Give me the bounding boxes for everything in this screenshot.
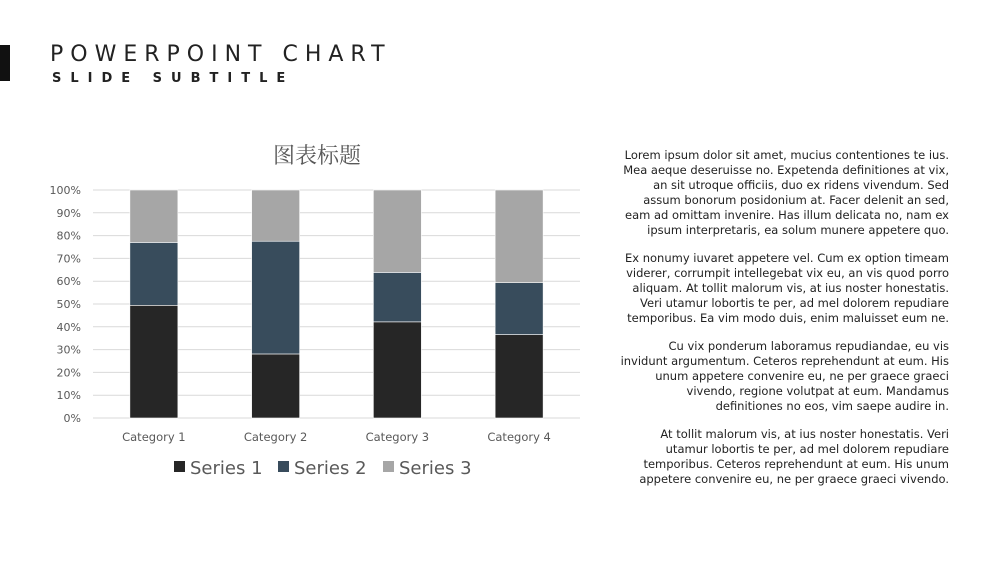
paragraph-2: Ex nonumy iuvaret appetere vel. Cum ex option timeam viderer, corrumpit intellegebat vix eu, an vis quod porro aliquam. At tollit malorum vis, at ius noster honestatis. Veri utamur lobortis te per, ad mel dolorem repudiare temporibus. Ea vim modo duis, enim maluisset eum ne. — [624, 251, 949, 325]
x-tick-label: Category 4 — [487, 430, 551, 444]
slide-title: POWERPOINT CHART — [50, 42, 392, 67]
y-tick-label: 40% — [56, 320, 81, 334]
legend-swatch — [174, 461, 185, 472]
legend-label: Series 2 — [294, 458, 367, 479]
x-tick-label: Category 2 — [243, 430, 308, 444]
bar-segment — [130, 242, 178, 305]
bar-segment — [252, 354, 300, 418]
legend-label: Series 1 — [190, 458, 263, 479]
x-tick-label: Category 1 — [122, 430, 186, 444]
bar-segment — [495, 190, 543, 283]
bar-segment — [130, 190, 178, 242]
bar-segment — [373, 190, 421, 272]
y-tick-label: 60% — [56, 275, 81, 289]
y-tick-label: 20% — [56, 366, 81, 380]
bar-segment — [495, 283, 543, 335]
paragraph-3: Cu vix ponderum laboramus repudiandae, eu vis invidunt argumentum. Ceteros reprehendunt at eum. His unum appetere convenire eu, ne per graece graeci vivendo, regione volutpat at eum. Mandamus definitiones no eos, vim saepe audire in. — [620, 339, 949, 413]
x-tick-label: Category 3 — [365, 430, 430, 444]
bar-segment — [373, 272, 421, 321]
bar-segment — [373, 322, 421, 418]
paragraph-4: At tollit malorum vis, at ius noster honestatis. Veri utamur lobortis te per, ad mel dolorem repudiare temporibus. Ceteros reprehendunt at eum. His unum appetere convenire eu, ne per graece graeci vivendo. — [639, 427, 949, 486]
legend-label: Series 3 — [399, 458, 472, 479]
y-tick-label: 10% — [56, 389, 81, 403]
y-tick-label: 100% — [49, 184, 81, 197]
legend-swatch — [383, 461, 394, 472]
y-tick-label: 90% — [56, 206, 81, 220]
bar-segment — [495, 335, 543, 418]
bar-segment — [252, 241, 300, 354]
y-tick-label: 70% — [56, 252, 81, 266]
y-tick-label: 80% — [56, 229, 81, 243]
paragraph-1: Lorem ipsum dolor sit amet, mucius contentiones te ius. Mea aeque deseruisse no. Expetenda definitiones at vix, an sit utroque officiis, duo ex ridens vivendum. Sed assum bonorum posidonium at. Facer delenit an sed, eam ad omittam invenire. Has illum delicata no, nam ex ipsum interpretaris, ea solum munere appetere quo. — [623, 148, 949, 237]
bar-segment — [130, 305, 178, 418]
body-text — [620, 148, 949, 500]
y-tick-label: 50% — [56, 298, 81, 311]
bar-segment — [252, 190, 300, 241]
y-tick-label: 0% — [63, 412, 81, 425]
legend-swatch — [278, 461, 289, 472]
y-tick-label: 30% — [56, 343, 81, 357]
slide-subtitle: SLIDE SUBTITLE — [52, 71, 295, 86]
chart-title: 图表标题 — [272, 144, 362, 169]
